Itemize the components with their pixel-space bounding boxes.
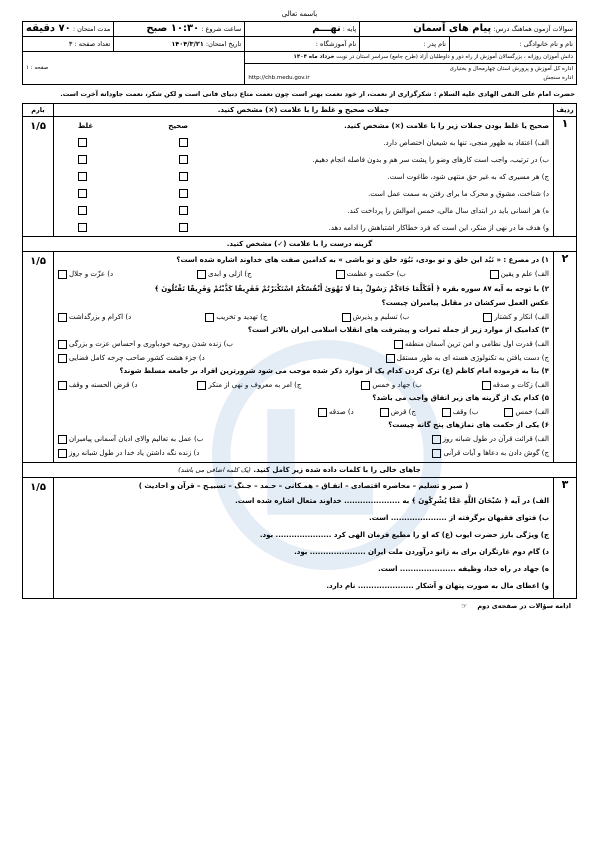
mc-instruction: گزینه درست را با علامت (✓) مشخص کنید. xyxy=(23,237,577,252)
exam-date: تاریخ امتحان: ۱۴۰۴/۳/۲۱ xyxy=(114,37,245,52)
fill-item: و) اعطای مال به صورت پنهان و آشکار ..................... نام دارد. xyxy=(326,582,549,590)
mc-option[interactable]: ج) ازلی و ابدی xyxy=(197,267,252,281)
mc-option[interactable]: الف) قرائت قرآن در طول شبانه روز xyxy=(432,432,549,446)
exam-page xyxy=(22,10,577,613)
mc-option[interactable]: د) عزّت و جلال xyxy=(58,267,113,281)
fill-instruction: جاهای خالی را با کلمات داده شده زیر کامل کنید. (یک کلمه اضافی می باشد) xyxy=(23,463,577,478)
true-checkbox[interactable] xyxy=(179,189,188,198)
mc-option[interactable]: الف) خمس xyxy=(504,405,549,419)
question-number: ۱ xyxy=(554,117,577,237)
grade: پایه : نهـــم xyxy=(245,22,360,37)
exam-header xyxy=(22,21,577,85)
col-question-head: جملات صحیح و غلط را با علامت (×) مشخص کنید. xyxy=(54,104,554,117)
false-checkbox[interactable] xyxy=(78,155,87,164)
father-name: نام پدر : xyxy=(360,37,450,52)
mc-option[interactable]: د) صدقه xyxy=(318,405,354,419)
mc-option[interactable]: ب) عمل به تعالیم والای ادیان آسمانی پیامبران xyxy=(58,432,203,446)
participants: دانش آموزان روزانه ، بزرگسالان آموزش از راه دور و داوطلبان آزاد (طرح جامع) سراسر استان در نوبت خرداد ماه ۱۴۰۴ xyxy=(245,52,577,64)
true-checkbox[interactable] xyxy=(179,223,188,232)
col-score-head: بارم xyxy=(23,104,54,117)
true-checkbox[interactable] xyxy=(179,172,188,181)
website-link[interactable]: http://chb.medu.gov.ir xyxy=(248,75,310,81)
student-name: نام و نام خانوادگی : xyxy=(450,37,577,52)
mc-question: ۱) در مصرع : « نَبُد این خلق و تو بودی، نَبُوَد خلق و تو باشی » به کدامین صفت های خداوند اشاره شده است؟ xyxy=(176,256,549,264)
fill-item: الف) در آیه ﴿ سُبْحَانَ اللَّهِ عَمَّا يُشْرِكُونَ ﴾ به ..................... خداوند متعال اشاره شده است. xyxy=(235,497,549,505)
col-num-head: ردیف xyxy=(554,104,577,117)
mc-question-cont: عکس العمل سرکشان در مقابل پیامبران چیست؟ xyxy=(381,299,549,307)
mc-option[interactable]: الف) انکار و کشتار xyxy=(483,310,549,324)
mc-option[interactable]: الف) زکات و صدقه xyxy=(482,378,549,392)
school-name: نام آموزشگاه : xyxy=(245,37,360,52)
tf-item: ه) هر انسانی باید در ابتدای سال مالی، خمس اموالش را پرداخت کند. xyxy=(54,202,553,219)
office-info: اداره کل آموزش و پرورش استان چهارمحال و بختیاری اداره سنجش http://chb.medu.gov.ir xyxy=(245,64,577,85)
question-number: ۳ xyxy=(554,478,577,599)
fill-item: ب) فتوای فقیهان برگرفته از ..................... است. xyxy=(369,514,549,522)
page-count: تعداد صفحه : ۳ xyxy=(23,37,114,52)
mc-question: ۶) یکی از حکمت های نمازهای پنج گانه چیست؟ xyxy=(388,421,549,429)
question-1 xyxy=(23,117,577,237)
fill-item: د) گام دوم غارتگران برای به زانو درآوردن ملت ایران ..................... بود. xyxy=(294,548,549,556)
mc-option[interactable]: الف) قدرت اول نظامی و امن ترین آسمان منطقه xyxy=(394,337,549,351)
mc-option[interactable]: ب) جهاد و خمس xyxy=(361,378,421,392)
question-score: ۱/۵ xyxy=(23,478,54,599)
tf-item: الف) اعتقاد به ظهور منجی، تنها به شیعیان اختصاص دارد. xyxy=(54,134,553,151)
mc-option[interactable]: ج) قرض xyxy=(380,405,416,419)
mc-option[interactable]: د) جزء هشت کشور صاحب چرخه کامل فضایی xyxy=(58,351,205,365)
mc-option[interactable]: ج) دست یافتن به تکنولوژی هسته ای به طور مستقل xyxy=(386,351,549,365)
mc-option[interactable]: الف) علم و یقین xyxy=(490,267,549,281)
mc-question: ۵) کدام یک از گزینه های زیر انفاق واجب می باشد؟ xyxy=(372,394,549,402)
start-time: ساعت شروع : ۱۰:۳۰ صبح xyxy=(114,22,245,37)
tf-item: د) شناخت، مشوق و محرک ما برای رفتن به سمت عمل است. xyxy=(54,185,553,202)
fill-item: ج) ویژگی بارز حضرت ایوب (ع) که او را مطیع فرمان الهی کرد ..................... بود. xyxy=(259,531,549,539)
mc-option[interactable]: ج) امر به معروف و نهی از منکر xyxy=(197,378,301,392)
mc-option[interactable]: د) قرض الحسنه و وقف xyxy=(58,378,137,392)
mc-option[interactable]: ب) تسلیم و پذیرش xyxy=(342,310,410,324)
mc-option[interactable]: د) زنده نگه داشتن یاد خدا در طول شبانه روز xyxy=(58,446,199,460)
word-bank: ( صبر و تسلیم – محاصره اقتصادی – انفـاق – همـکانی – حـمد – جـنگ – تسبیـح – قرآن و احادیث ) xyxy=(138,482,469,490)
mc-question: ۳) کدامیک از موارد زیر از جمله ثمرات و پیشرفت های انقلاب اسلامی ایران بالاتر است؟ xyxy=(247,326,549,334)
false-checkbox[interactable] xyxy=(78,138,87,147)
question-score: ۱/۵ xyxy=(23,117,54,237)
duration: مدت امتحان : ۷۰ دقیقه xyxy=(23,22,114,37)
mc-options xyxy=(54,310,553,324)
hadith-quote: حضرت امام علی النقی الهادی علیه السلام : شکرگزاری از نعمت، از خود نعمت بهتر است چون نعمت متاع دنیای فانی است و لکن شکر، نعمت جاودانه آخرت است. xyxy=(60,90,575,98)
mc-option[interactable]: ب) حکمت و عظمت xyxy=(336,267,406,281)
mc-option[interactable]: ب) زنده شدن روحیه خودباوری و احساس عزت و بزرگی xyxy=(58,337,233,351)
fill-item: ه) جهاد در راه خدا، وظیفه ..................... است. xyxy=(378,565,549,573)
mc-option[interactable]: ب) وقف xyxy=(442,405,479,419)
tf-item: و) هدف ما در نهی از منکر، این است که فرد خطاکار اشتباهش را ادامه دهد. xyxy=(54,219,553,236)
true-checkbox[interactable] xyxy=(179,138,188,147)
office: صفحه : ۱ xyxy=(23,52,245,85)
false-checkbox[interactable] xyxy=(78,223,87,232)
false-checkbox[interactable] xyxy=(78,172,87,181)
tf-item: ج) هر مسیری که به غیر حق منتهی شود، طاغوت است. xyxy=(54,168,553,185)
false-checkbox[interactable] xyxy=(78,189,87,198)
mc-option[interactable]: د) اکرام و بزرگداشت xyxy=(58,310,131,324)
tf-instruction: صحیح یا غلط بودن جملات زیر را با علامت (×) مشخص کنید. صحیح غلط xyxy=(78,121,549,130)
question-3 xyxy=(23,478,577,599)
exam-title: سوالات آزمون هماهنگ درس: پیام های آسمان xyxy=(360,22,577,37)
continue-note: ادامه سؤالات در صفحه‌ی دوم ☞ xyxy=(461,602,571,610)
mc-question: ۴) بنا به فرموده امام کاظم (ع) ترک کردن کدام یک از موارد ذکر شده موجب می شود شرورترین افراد بر جامعه مسلط شوند؟ xyxy=(119,367,549,375)
bismillah-header: باسمه تعالی xyxy=(281,10,318,18)
mc-question: ۲) با توجه به آیه ۸۷ سوره بقره ﴿ أَفَكُلَّمَا جَاءَكُمْ رَسُولٌ بِمَا لَا تَهْوَىٰ أَنْفُسُكُمُ اسْتَكْبَرْتُمْ فَفَرِيقًا كَذَّبْتُمْ وَفَرِيقًا تَقْتُلُونَ ﴾ xyxy=(154,285,549,293)
tf-item: ب) در ترتیب، واجب است کارهای وضو را پشت سر هم و بدون فاصله انجام دهیم. xyxy=(54,151,553,168)
question-score: ۱/۵ xyxy=(23,252,54,463)
hand-pointer-icon: ☞ xyxy=(461,602,468,610)
true-checkbox[interactable] xyxy=(179,206,188,215)
mc-option[interactable]: ج) تهدید و تخریب xyxy=(205,310,267,324)
true-label: صحیح xyxy=(168,121,188,130)
true-checkbox[interactable] xyxy=(179,155,188,164)
mc-option[interactable]: ج) گوش دادن به دعاها و آیات قرآنی xyxy=(432,446,549,460)
question-number: ۲ xyxy=(554,252,577,463)
false-checkbox[interactable] xyxy=(78,206,87,215)
false-label: غلط xyxy=(78,121,94,130)
mc-options xyxy=(54,267,553,281)
